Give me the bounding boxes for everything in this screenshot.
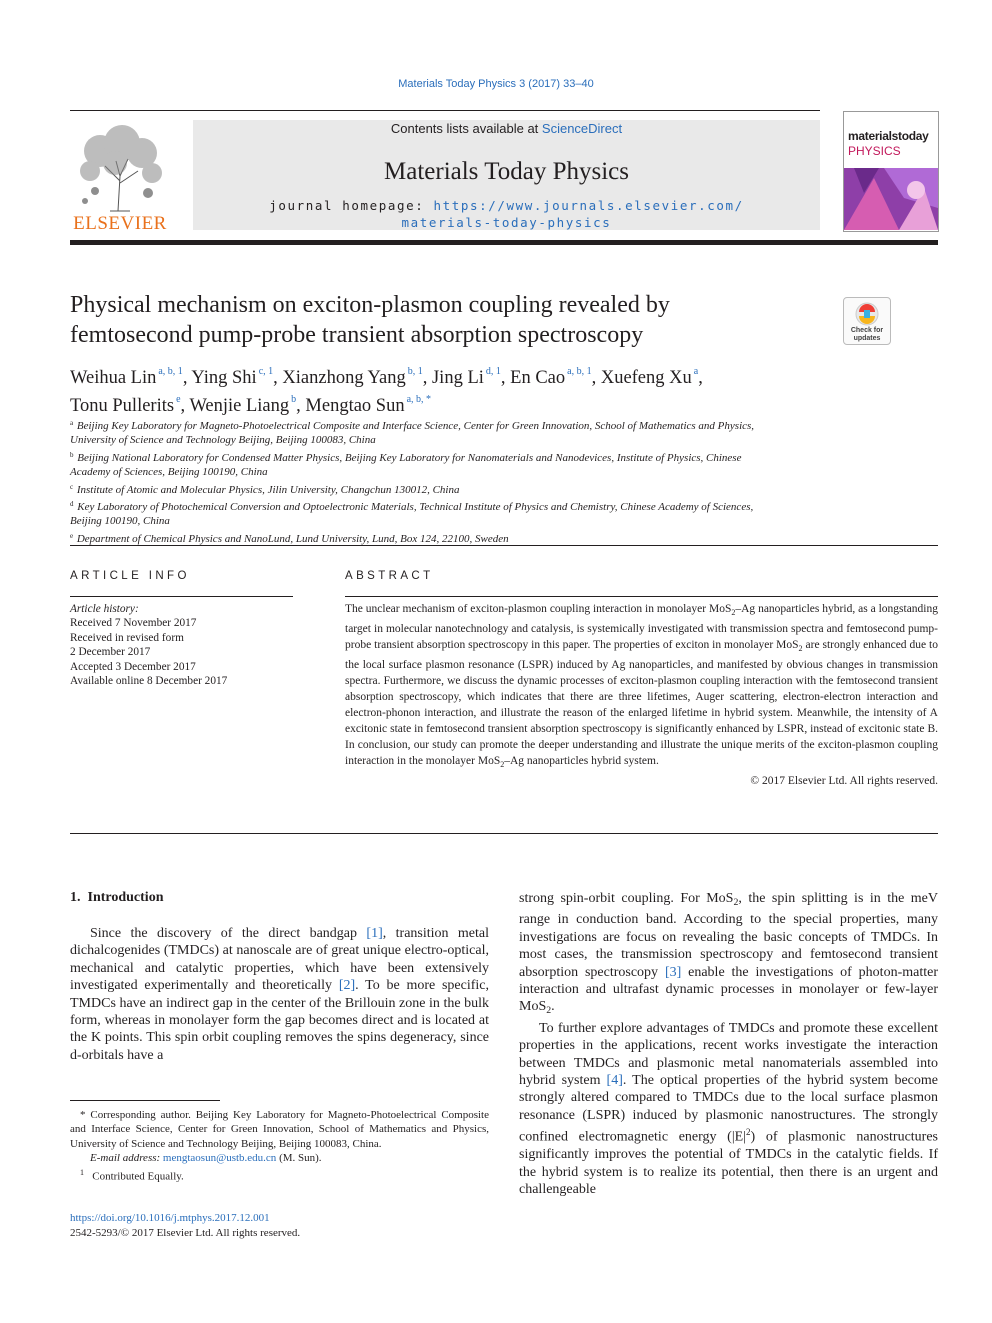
history-revised-label: Received in revised form xyxy=(70,631,184,644)
author[interactable] xyxy=(282,368,422,388)
author-separator: , xyxy=(296,396,306,416)
author[interactable] xyxy=(70,368,183,388)
cover-title: materialstoday xyxy=(848,129,929,143)
homepage-prefix: journal homepage: xyxy=(269,198,434,213)
intro-heading-text: Introduction xyxy=(87,890,164,905)
reference-link-3[interactable]: [3] xyxy=(664,964,682,980)
abstract-text xyxy=(345,601,938,789)
intro-text: To further explore advantages of TMDCs and promote these excellent properties in the applications, recent works investigate the interaction between TMDCs and plasmonic metal nanomaterials assembled into hybrid system xyxy=(519,1020,938,1089)
footnote-mark: 1 xyxy=(80,1167,84,1177)
journal-title: Materials Today Physics xyxy=(384,158,629,185)
author-line-2 xyxy=(70,389,830,417)
author-affil-marks[interactable]: e xyxy=(176,394,181,405)
affiliation-label: d xyxy=(70,500,74,509)
elsevier-tree-logo xyxy=(70,121,170,216)
article-info-heading: ARTICLE INFO xyxy=(70,570,190,582)
author-affil-marks[interactable]: a, b, 1 xyxy=(567,366,592,377)
reference-link-2[interactable]: [2] xyxy=(338,978,356,994)
abstract-copyright: © 2017 Elsevier Ltd. All rights reserved. xyxy=(750,775,938,787)
intro-right-column xyxy=(519,890,938,1199)
author-separator: , xyxy=(273,368,283,388)
author-line-1 xyxy=(70,361,830,389)
cover-subtitle: PHYSICS xyxy=(848,144,901,158)
superscript-2: 2 xyxy=(746,1127,751,1138)
author-separator: , xyxy=(180,396,190,416)
contribution-note xyxy=(70,1166,489,1184)
author-affil-marks[interactable]: a xyxy=(693,366,699,377)
affiliation-label: b xyxy=(70,450,74,459)
author-name: Weihua Lin xyxy=(70,368,157,388)
affiliation xyxy=(70,416,938,433)
author[interactable] xyxy=(432,368,501,388)
crossmark-label-2: updates xyxy=(853,335,881,342)
history-accepted: Accepted 3 December 2017 xyxy=(70,660,196,673)
doi-link[interactable] xyxy=(70,1211,270,1225)
article-title-line1: Physical mechanism on exciton-plasmon coupling revealed by xyxy=(70,292,670,318)
email-label: E-mail address: xyxy=(90,1152,163,1165)
author-name: Tonu Pullerits xyxy=(70,396,175,416)
subscript-2: 2 xyxy=(798,644,803,653)
article-history xyxy=(70,602,227,688)
intro-text: , the spin splitting is in the meV range in conduction band. According to the special properties, many investigations are focus on revealing the basic concepts of TMDCs. In most cases, the transmission spectroscopy and femtosecond transient absorption spectroscopy xyxy=(519,891,938,980)
cover-artwork xyxy=(844,168,938,230)
contents-line xyxy=(193,121,820,136)
affiliation-label: e xyxy=(70,531,74,540)
intro-text: . xyxy=(551,999,555,1015)
intro-left-column xyxy=(70,925,489,1064)
intro-text: . To be more specific, TMDCs have an indirect gap in the center of the Brillouin zone in the bulk form, whereas in monolayer form the gap becomes direct and is located at the K points. This spin orbit coupling removes the spins degeneracy, since d-orbitals have a xyxy=(70,978,489,1063)
journal-cover-thumbnail[interactable] xyxy=(843,111,939,232)
journal-homepage xyxy=(193,197,820,214)
author[interactable] xyxy=(305,396,431,416)
article-title xyxy=(70,290,820,350)
affiliation-text: Institute of Atomic and Molecular Physics, Jilin University, Changchun 130012, China xyxy=(76,483,460,496)
contribution-text: Contributed Equally. xyxy=(92,1170,184,1183)
intro-text: enable the investigations of photon-matter interaction and ultrafast dynamic processes in monolayer or few-layer MoS xyxy=(519,964,938,1015)
subscript-2: 2 xyxy=(731,608,736,617)
elsevier-wordmark[interactable]: ELSEVIER xyxy=(73,213,167,234)
author-separator: , xyxy=(698,368,703,388)
history-online: Available online 8 December 2017 xyxy=(70,675,228,688)
email-suffix: (M. Sun). xyxy=(276,1152,322,1165)
homepage-url-part1[interactable]: https://www.journals.elsevier.com/ xyxy=(433,198,744,213)
check-for-updates-badge[interactable] xyxy=(843,297,891,345)
author[interactable] xyxy=(191,368,273,388)
author-separator: , xyxy=(182,368,192,388)
affiliation-continued: Beijing 100190, China xyxy=(70,515,170,528)
intro-heading xyxy=(70,890,163,906)
abstract-heading: ABSTRACT xyxy=(345,570,434,582)
affiliation-text: Key Laboratory of Photochemical Conversion and Optoelectronic Materials, Technical Institute of Physics and Chemistry, Chinese Academy of Sciences, xyxy=(77,501,754,514)
affiliation-continued: Academy of Sciences, Beijing 100190, China xyxy=(70,466,268,479)
author-name: Xuefeng Xu xyxy=(600,368,692,388)
footnotes xyxy=(70,1108,489,1184)
history-label: Article history: xyxy=(70,603,139,615)
crossmark-icon xyxy=(844,300,890,330)
subscript-2: 2 xyxy=(546,1005,552,1017)
author-affil-marks[interactable]: d, 1 xyxy=(485,366,501,377)
author-separator: , xyxy=(422,368,432,388)
subscript-2: 2 xyxy=(500,760,505,769)
author-affil-marks[interactable]: c, 1 xyxy=(258,366,274,377)
affiliation-continued: University of Science and Technology Beijing, Beijing 100083, China xyxy=(70,434,376,447)
author-affil-marks[interactable]: a, b, 1 xyxy=(158,366,183,377)
intro-text: Since the discovery of the direct bandgap xyxy=(90,926,367,941)
author-list xyxy=(70,361,830,417)
corresponding-author-note: * Corresponding author. Beijing Key Laboratory for Magneto-Photoelectrical Composite and Interface Science, Center for Green Innovation, School of Mathematics and Physics, University of Science and Technology Beijing, Beijing 100083, China. xyxy=(70,1109,489,1150)
affiliation-label: a xyxy=(70,419,74,427)
author-name: Ying Shi xyxy=(191,368,257,388)
intro-heading-number: 1. xyxy=(70,890,81,905)
author-affil-marks[interactable]: a, b, * xyxy=(406,394,432,405)
author-name: Jing Li xyxy=(431,368,484,388)
intro-text: strong spin-orbit coupling. For MoS xyxy=(519,891,734,906)
abstract-rule xyxy=(345,596,938,597)
affiliations-rule xyxy=(70,545,938,546)
crossmark-label-1: Check for xyxy=(850,327,884,334)
sciencedirect-link[interactable]: ScienceDirect xyxy=(541,121,623,136)
author-affil-marks[interactable]: b xyxy=(291,394,297,405)
author-separator: , xyxy=(500,368,511,388)
intro-text: , transition metal dichalcogenides (TMDCs) at nanoscale are of great unique electro-optical, mechanical and catalytic properties, which have been extensively investigated experimentally and theoretically xyxy=(70,926,490,994)
abstract-part2: –Ag nanoparticles hybrid, as a longstanding target in molecular nanotechnology and catalysis, is systemically investigated with transmission spectra and femtosecond pump-probe transient absorption spectroscopy in this paper. The properties of exciton in monolayer MoS xyxy=(345,603,938,651)
abstract-bottom-rule xyxy=(70,833,938,834)
issn-line: 2542-5293/© 2017 Elsevier Ltd. All rights reserved. xyxy=(70,1227,301,1239)
affiliation-text: Beijing Key Laboratory for Magneto-Photoelectrical Composite and Interface Science, Center for Green Innovation, School of Mathematics and Physics, xyxy=(76,420,755,432)
affiliation xyxy=(70,480,938,497)
author[interactable] xyxy=(510,368,591,388)
header-bottom-rule xyxy=(70,240,938,245)
abstract-part4: –Ag nanoparticles hybrid system. xyxy=(504,755,659,767)
intro-paragraph-2 xyxy=(519,1020,938,1199)
affiliation-text: Department of Chemical Physics and NanoLund, Lund University, Lund, Box 124, 22100, Sweden xyxy=(76,532,509,545)
affiliation xyxy=(70,448,938,465)
reference-link-4[interactable]: [4] xyxy=(606,1073,623,1089)
history-received: Received 7 November 2017 xyxy=(70,617,197,630)
intro-text: . The optical properties of the hybrid system become strongly altered compared to TMDCs due to the local surface plasmon resonance (LSPR) induced by plasmonic nanostructures. The strongly confined electromagnetic energy (|E| xyxy=(519,1073,938,1145)
abstract-part3: are strongly enhanced due to the local surface plasmon resonance (LSPR) induced by Ag nanoparticles, and manifested by obvious changes in transmission spectra. Furthermore, we discuss the dynamic processes of exciton-plasmon coupling interaction with the femtosecond transient absorption spectroscopy, which indicates that there are three lifetimes, Auger scattering, electron-electron interaction and electron-phonon interaction, and illustrate the reason of the enlarged lifetime in hybrid system. Meanwhile, the intensity of A excitonic state in femtosecond transient absorption spectroscopy is significantly enhanced by LSPR, instead of excitonic state B. In conclusion, our study can promote the deeper understanding and illustrate the unique merits of the exciton-plasmon coupling interaction in the monolayer MoS xyxy=(345,639,938,767)
doi-url[interactable]: https://doi.org/10.1016/j.mtphys.2017.12.001 xyxy=(70,1212,270,1224)
article-title-line2: femtosecond pump-probe transient absorption spectroscopy xyxy=(70,322,644,348)
homepage-url-part2[interactable]: materials-today-physics xyxy=(401,215,612,230)
reference-link-1[interactable]: [1] xyxy=(366,926,383,941)
affiliation-label: c xyxy=(70,482,74,491)
affiliation xyxy=(70,529,938,546)
journal-homepage-line2 xyxy=(193,214,820,231)
author-affil-marks[interactable]: b, 1 xyxy=(407,366,423,377)
author-name: Xianzhong Yang xyxy=(282,368,406,388)
author-name: Wenjie Liang xyxy=(189,396,290,416)
affiliation xyxy=(70,497,938,514)
subscript-2: 2 xyxy=(733,897,739,908)
history-revised: 2 December 2017 xyxy=(70,646,151,659)
author-name: Mengtao Sun xyxy=(305,396,405,416)
author[interactable] xyxy=(601,368,698,388)
email-link[interactable]: mengtaosun@ustb.edu.cn xyxy=(162,1152,277,1165)
email-note xyxy=(70,1151,489,1165)
footnote-rule xyxy=(70,1100,220,1101)
affiliations xyxy=(70,416,938,546)
author[interactable] xyxy=(70,396,181,416)
abstract-part1: The unclear mechanism of exciton-plasmon coupling interaction in monolayer MoS xyxy=(345,603,732,615)
author[interactable] xyxy=(189,396,296,416)
journal-citation[interactable]: Materials Today Physics 3 (2017) 33–40 xyxy=(398,78,594,90)
affiliation-text: Beijing National Laboratory for Condensed Matter Physics, Beijing Key Laboratory for Nanomaterials and Nanodevices, Institute of Physics, Chinese xyxy=(77,451,742,464)
intro-paragraph-1 xyxy=(70,925,489,1064)
author-separator: , xyxy=(591,368,601,388)
header-top-rule xyxy=(70,110,820,111)
intro-paragraph-1-cont xyxy=(519,890,938,1020)
intro-text: ) of plasmonic nanostructures significantly improves the potential of TMDCs in the catalytic fields. If the hybrid system is to realize its potential, then there is an urgent and challengeable xyxy=(519,1129,939,1198)
article-info-rule xyxy=(70,596,293,597)
author-name: En Cao xyxy=(510,368,566,388)
contents-prefix: Contents lists available at xyxy=(390,121,542,136)
